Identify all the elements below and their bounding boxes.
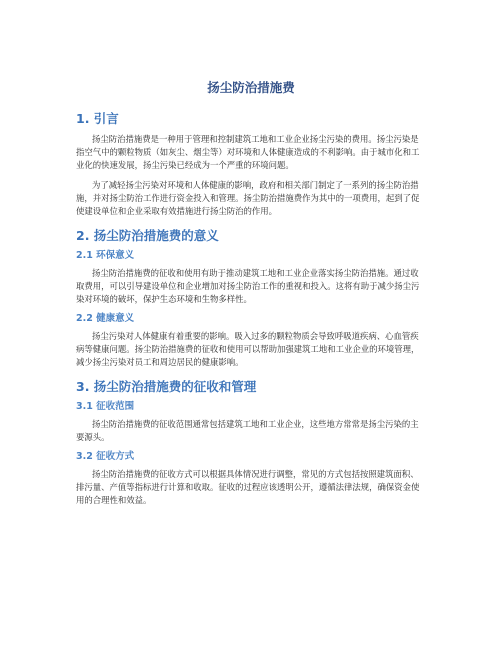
paragraph: 扬尘防治措施费的征收范围通常包括建筑工地和工业企业，这些地方常常是扬尘污染的主要源头。 [76,419,419,442]
subsection-heading-scope: 3.1 征收范围 [76,401,135,412]
section-heading-significance: 2. 扬尘防治措施费的意义 [76,228,219,243]
section-heading-introduction: 1. 引言 [76,111,119,126]
paragraph: 扬尘防治措施费的征收方式可以根据具体情况进行调整，常见的方式包括按照建筑面积、排污量、产值等指标进行计算和收取。征收的过程应该透明公开，遵循法律法规，确保资金使用的合理性和效益。 [76,469,420,505]
page-title: 扬尘防治措施费 [207,80,295,95]
subsection-heading-health: 2.2 健康意义 [76,313,135,324]
paragraph: 扬尘污染对人体健康有着重要的影响。吸入过多的颗粒物质会导致呼吸道疾病、心血管疾病等健康问题。扬尘防治措施费的征收和使用可以帮助加强建筑工地和工业企业的环境管理，减少扬尘污染对员工和周边居民的健康影响。 [76,331,420,367]
section-heading-collection-management: 3. 扬尘防治措施费的征收和管理 [76,379,257,394]
paragraph: 为了减轻扬尘污染对环境和人体健康的影响，政府和相关部门制定了一系列的扬尘防治措施，并对扬尘防治工作进行资金投入和管理。扬尘防治措施费作为其中的一项费用，起到了促使建设单位和企业采取有效措施进行扬尘防治的作用。 [76,180,420,216]
paragraph: 扬尘防治措施费是一种用于管理和控制建筑工地和工业企业扬尘污染的费用。扬尘污染是指空气中的颗粒物质（如灰尘、烟尘等）对环境和人体健康造成的不利影响。由于城市化和工业化的快速发展，扬尘污染已经成为一个严重的环境问题。 [76,134,420,170]
subsection-heading-method: 3.2 征收方式 [76,451,135,462]
paragraph: 扬尘防治措施费的征收和使用有助于推动建筑工地和工业企业落实扬尘防治措施。通过收取费用，可以引导建设单位和企业增加对扬尘防治工作的重视和投入。这将有助于减少扬尘污染对环境的破坏，保护生态环境和生物多样性。 [76,268,420,304]
subsection-heading-environmental: 2.1 环保意义 [76,250,135,261]
